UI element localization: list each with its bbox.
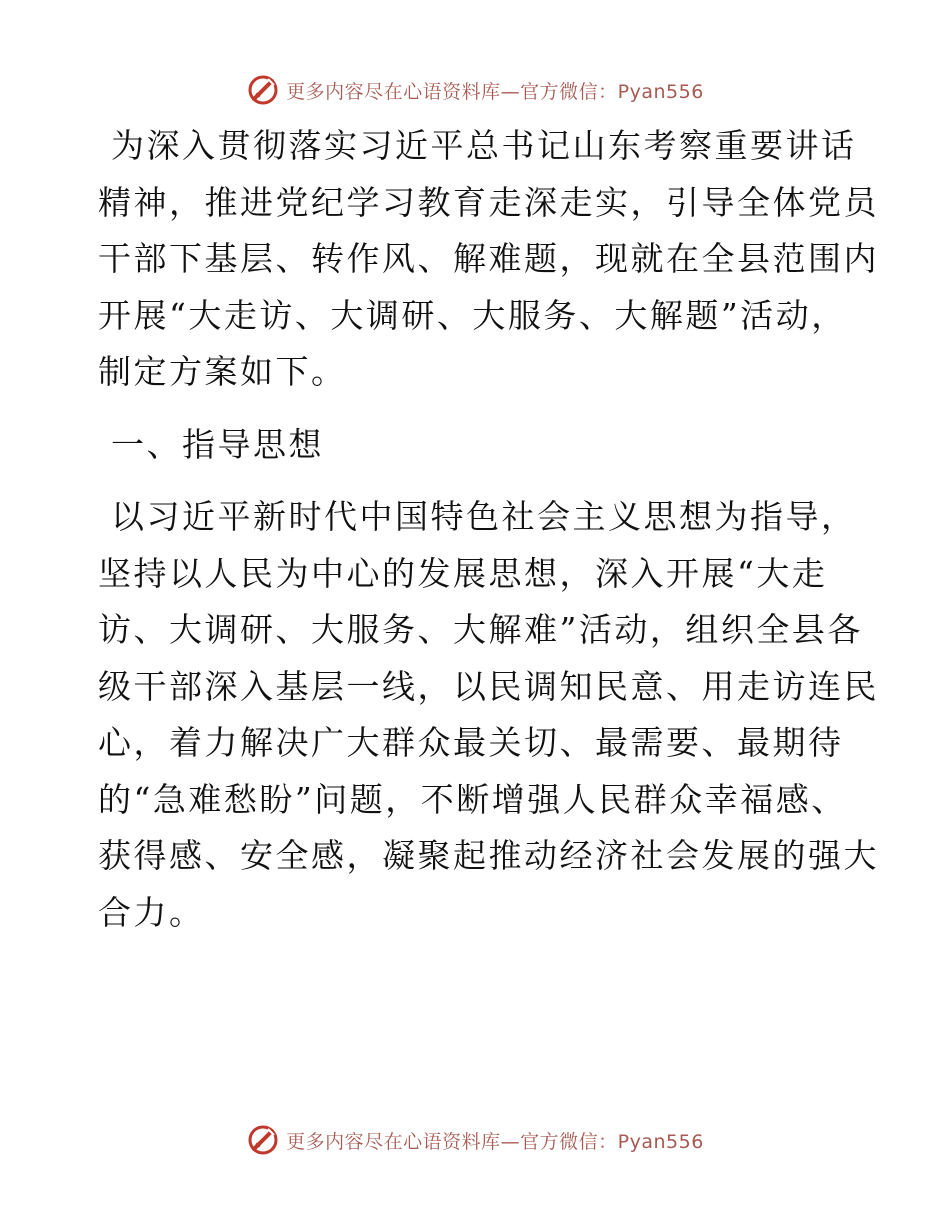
intro-line: 精神，推进党纪学习教育走深走实，引导全体党员 xyxy=(98,182,879,222)
document-body xyxy=(98,118,879,941)
guiding-line: 获得感、安全感，凝聚起推动经济社会发展的强大 xyxy=(98,836,879,875)
header-banner-text: 更多内容尽在心语资料库—官方微信：Pyan556 xyxy=(286,80,704,103)
guiding-line: 以习近平新时代中国特色社会主义思想为指导， xyxy=(98,497,857,536)
guiding-line: 合力。 xyxy=(98,892,205,932)
intro-line: 干部下基层、转作风、解难题，现就在全县范围内 xyxy=(98,239,879,278)
header-banner xyxy=(0,70,950,110)
guiding-line: 的“急难愁盼”问题，不断增强人民群众幸福感、 xyxy=(98,779,847,819)
intro-paragraph xyxy=(98,118,879,401)
guiding-line: 心，着力解决广大群众最关切、最需要、最期待 xyxy=(98,723,844,762)
footer-banner xyxy=(0,1120,950,1160)
intro-line: 为深入贯彻落实习近平总书记山东考察重要讲话 xyxy=(98,126,857,165)
guiding-line: 级干部深入基层一线，以民调知民意、用走访连民 xyxy=(98,666,879,706)
pen-seal-logo-icon xyxy=(246,1123,280,1157)
footer-banner-text: 更多内容尽在心语资料库—官方微信：Pyan556 xyxy=(286,1130,704,1153)
guiding-paragraph xyxy=(98,489,879,941)
guiding-line: 访、大调研、大服务、大解难”活动，组织全县各 xyxy=(98,610,863,649)
intro-line: 制定方案如下。 xyxy=(98,352,347,391)
guiding-line: 坚持以人民为中心的发展思想，深入开展“大走 xyxy=(98,553,828,593)
pen-seal-logo-icon xyxy=(246,73,280,107)
section-heading: 一、指导思想 xyxy=(98,424,324,464)
intro-line: 开展“大走访、大调研、大服务、大解题”活动， xyxy=(98,295,847,335)
